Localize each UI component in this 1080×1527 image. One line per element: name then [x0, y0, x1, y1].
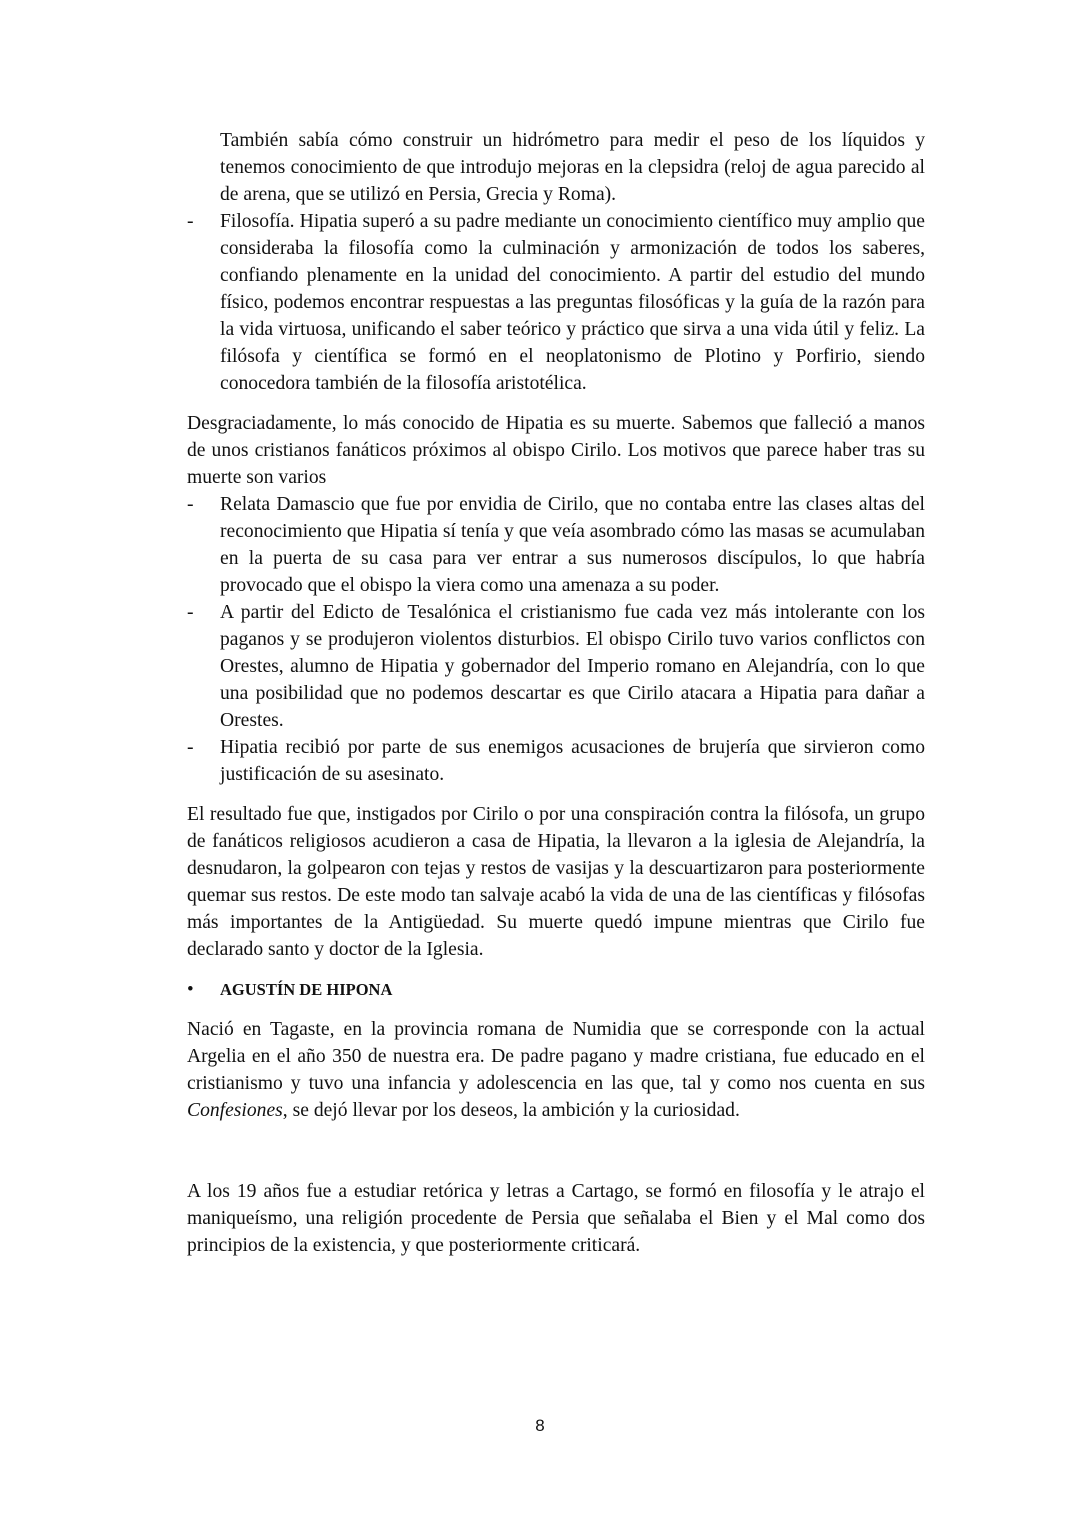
section-heading	[187, 976, 925, 1003]
list-item	[187, 599, 925, 734]
list-item	[187, 208, 925, 397]
paragraph-born-text-end: , se dejó llevar por los deseos, la ambición y la curiosidad.	[282, 1100, 740, 1121]
dash-marker: -	[187, 602, 194, 623]
page-number: 8	[535, 1416, 545, 1435]
list-item	[187, 491, 925, 599]
philosophy-list	[187, 208, 925, 397]
list-item-text: Filosofía. Hipatia superó a su padre mediante un conocimiento científico muy amplio que consideraba la filosofía como la culminación y armonización de todos los saberes, confiando plenamente en la unidad del conocimiento. A partir del estudio del mundo físico, podemos encontrar respuestas a las preguntas filosóficas y la guía de la razón para la vida virtuosa, unificando el saber teórico y práctico que sirva a una vida útil y feliz. La filósofa y científica se formó en el neoplatonismo de Plotino y Porfirio, siendo conocedora también de la filosofía aristotélica.	[220, 211, 925, 394]
dash-marker: -	[187, 737, 194, 758]
list-item-text: Relata Damascio que fue por envidia de Cirilo, que no contaba entre las clases altas del reconocimiento que Hipatia sí tenía y que veía asombrado cómo las masas se acumulaban en la puerta de su casa para ver entrar a sus numerosos discípulos, lo que habría provocado que el obispo la viera como una amenaza a su poder.	[220, 494, 925, 596]
paragraph-death: Desgraciadamente, lo más conocido de Hipatia es su muerte. Sabemos que falleció a manos de unos cristianos fanáticos próximos al obispo Cirilo. Los motivos que parece haber tras su muerte son varios	[187, 413, 925, 488]
motives-list	[187, 491, 925, 788]
section-heading-text: AGUSTÍN DE HIPONA	[220, 980, 393, 999]
list-item-text: Hipatia recibió por parte de sus enemigos acusaciones de brujería que sirvieron como justificación de su asesinato.	[220, 737, 925, 785]
continuation-paragraph: También sabía cómo construir un hidrómetro para medir el peso de los líquidos y tenemos conocimiento de que introdujo mejoras en la clepsidra (reloj de agua parecido al de arena, que se utilizó en Persia, Grecia y Roma).	[220, 130, 925, 205]
list-item	[187, 734, 925, 788]
paragraph-born	[187, 1016, 925, 1124]
dash-marker: -	[187, 211, 194, 232]
paragraph-age19: A los 19 años fue a estudiar retórica y letras a Cartago, se formó en filosofía y le atrajo el maniqueísmo, una religión procedente de Persia que señalaba el Bien y el Mal como dos principios de la existencia, y que posteriormente criticará.	[187, 1181, 925, 1256]
book-title: Confesiones	[187, 1100, 283, 1121]
list-item-text: A partir del Edicto de Tesalónica el cristianismo fue cada vez más intolerante con los paganos y se produjeron violentos disturbios. El obispo Cirilo tuvo varios conflictos con Orestes, alumno de Hipatia y gobernador del Imperio romano en Alejandría, con lo que una posibilidad que no podemos descartar es que Cirilo atacara a Hipatia para dañar a Orestes.	[220, 602, 925, 731]
dash-marker: -	[187, 494, 194, 515]
bullet-marker: •	[187, 979, 194, 1000]
paragraph-born-text: Nació en Tagaste, en la provincia romana de Numidia que se corresponde con la actual Argelia en el año 350 de nuestra era. De padre pagano y madre cristiana, fue educado en el cristianismo y tuvo una infancia y adolescencia en las que, tal y como nos cuenta en sus	[187, 1019, 925, 1094]
paragraph-result: El resultado fue que, instigados por Cirilo o por una conspiración contra la filósofa, un grupo de fanáticos religiosos acudieron a casa de Hipatia, la llevaron a la iglesia de Alejandría, la desnudaron, la golpearon con tejas y restos de vasijas y la descuartizaron para posteriormente quemar sus restos. De este modo tan salvaje acabó la vida de una de las científicas y filósofas más importantes de la Antigüedad. Su muerte quedó impune mientras que Cirilo fue declarado santo y doctor de la Iglesia.	[187, 804, 925, 960]
document-body	[187, 127, 925, 1259]
